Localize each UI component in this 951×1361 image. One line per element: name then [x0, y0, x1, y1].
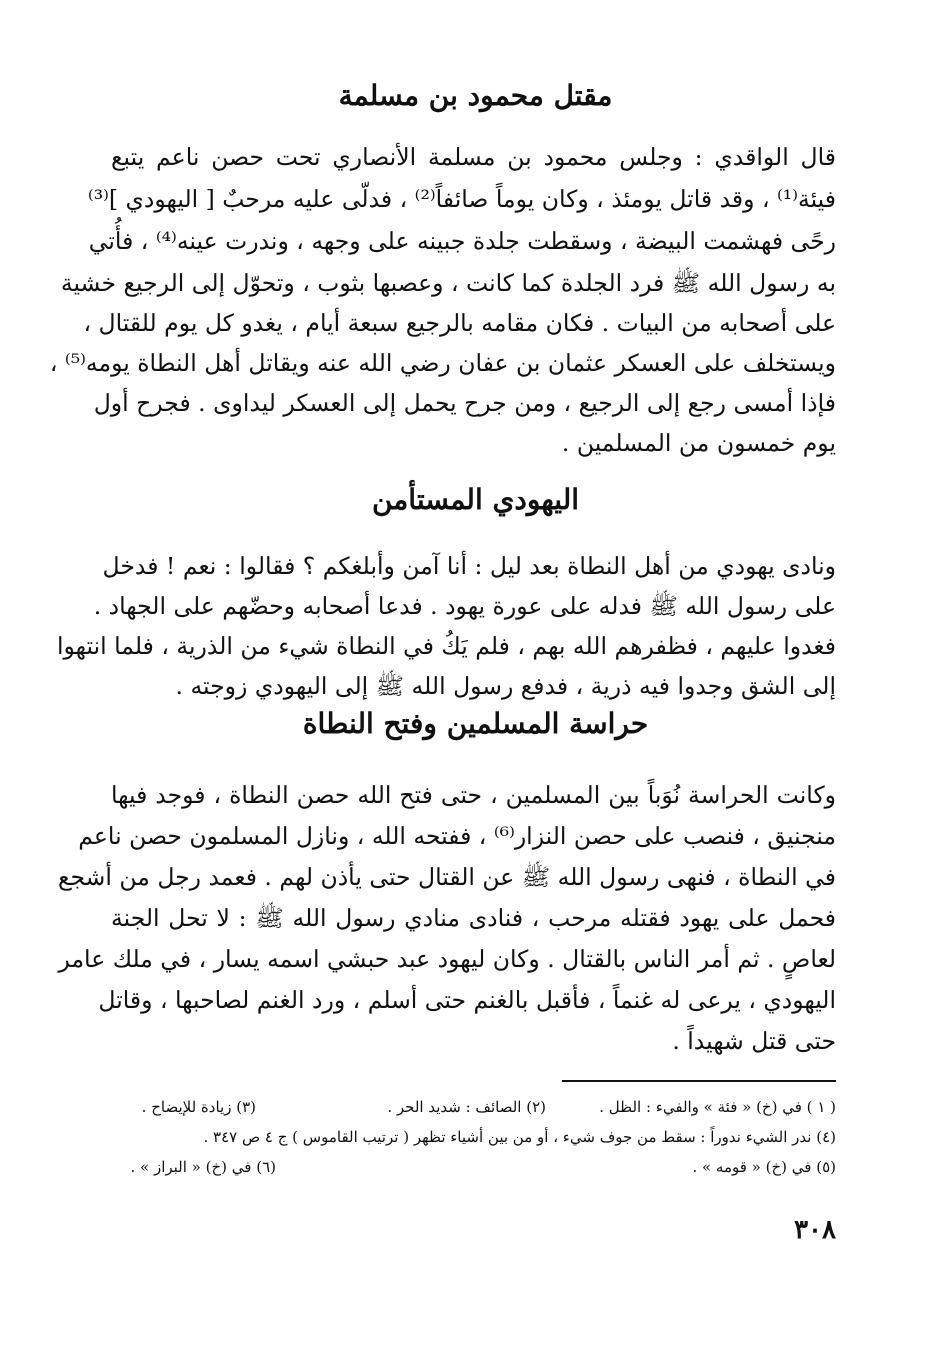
paragraph-line: على أصحابه من البيات . فكان مقامه بالرجيع سبعة أيام ، يغدو كل يوم للقتال ،	[83, 309, 836, 337]
paragraph-line: في النطاة ، فنهى رسول الله ﷺ عن القتال حتى يأذن لهم . فعمد رجل من أشجع	[58, 863, 836, 891]
footnote-4: (٤) ندر الشيء ندوراً : سقط من جوف شيء ، أو من بين أشياء تظهر ( ترتيب القاموس ) ج ٤ ص ٣٤٧ .	[203, 1128, 836, 1146]
paragraph-line: ويستخلف على العسكر عثمان بن عفان رضي الله عنه ويقاتل أهل النطاة يومه⁽⁵⁾ ،	[49, 349, 836, 377]
paragraph-line: إلى الشق وجدوا فيه ذرية ، فدفع رسول الله ﷺ إلى اليهودي زوجته .	[175, 672, 836, 700]
section-heading-jew: اليهودي المستأمن	[371, 483, 580, 516]
paragraph-line: منجنيق ، فنصب على حصن النزار⁽⁶⁾ ، ففتحه الله ، ونازل المسلمون حصن ناعم	[78, 822, 836, 850]
footnote-1: ( ١ ) في (خ) « فئة » والفيء : الظل .	[599, 1098, 836, 1116]
footnote-2: (٢) الصائف : شديد الحر .	[387, 1098, 546, 1116]
paragraph-line: على رسول الله ﷺ فدله على عورة يهود . فدعا أصحابه وحضّهم على الجهاد .	[93, 592, 836, 620]
paragraph-line: فحمل على يهود فقتله مرحب ، فنادى منادي رسول الله ﷺ : لا تحل الجنة	[111, 904, 836, 932]
footnote-separator	[562, 1080, 836, 1082]
paragraph-line: رحًى فهشمت البيضة ، وسقطت جلدة جبينه على وجهه ، وندرت عينه⁽⁴⁾ ، فأُتي	[88, 227, 836, 255]
page-number: ٣٠٨	[794, 1215, 836, 1245]
paragraph-line: لعاصٍ . ثم أمر الناس بالقتال . وكان ليهود عبد حبشي اسمه يسار ، في ملك عامر	[58, 945, 836, 973]
footnote-6: (٦) في (خ) « البراز » .	[130, 1158, 276, 1176]
footnote-3: (٣) زيادة للإيضاح .	[141, 1098, 256, 1116]
paragraph-line: اليهودي ، يرعى له غنماً ، فأقبل بالغنم حتى أسلم ، ورد الغنم لصاحبها ، وقاتل	[98, 986, 836, 1014]
section-heading-guarding: حراسة المسلمين وفتح النطاة	[302, 707, 649, 740]
paragraph-line: يوم خمسون من المسلمين .	[561, 429, 836, 457]
paragraph-line: فإذا أمسى رجع إلى الرجيع ، ومن جرح يحمل إلى العسكر ليداوى . فجرح أول	[93, 389, 836, 417]
paragraph-line: فغدوا عليهم ، فظفرهم الله بهم ، فلم يَكُ في النطاة شيء من الذرية ، فلما انتهوا	[57, 632, 836, 660]
footnote-5: (٥) في (خ) « قومه » .	[692, 1158, 836, 1176]
paragraph-line: ونادى يهودي من أهل النطاة بعد ليل : أنا آمن وأبلغكم ؟ فقالوا : نعم ! فدخل	[102, 552, 836, 580]
section-heading-mahmoud: مقتل محمود بن مسلمة	[338, 79, 613, 112]
paragraph-line: حتى قتل شهيداً .	[672, 1027, 836, 1055]
paragraph-line: وكانت الحراسة نُوَباً بين المسلمين ، حتى فتح الله حصن النطاة ، فوجد فيها	[111, 781, 836, 809]
paragraph-line: به رسول الله ﷺ فرد الجلدة كما كانت ، وعصبها بثوب ، وتحوّل إلى الرجيع خشية	[60, 269, 836, 297]
paragraph-line: قال الواقدي : وجلس محمود بن مسلمة الأنصاري تحت حصن ناعم يتبع	[111, 143, 836, 171]
paragraph-line: فيئة⁽¹⁾ ، وقد قاتل يومئذ ، وكان يوماً صائفاً⁽²⁾ ، فدلّى عليه مرحبٌ [ اليهودي ]⁽³⁾	[87, 185, 836, 213]
